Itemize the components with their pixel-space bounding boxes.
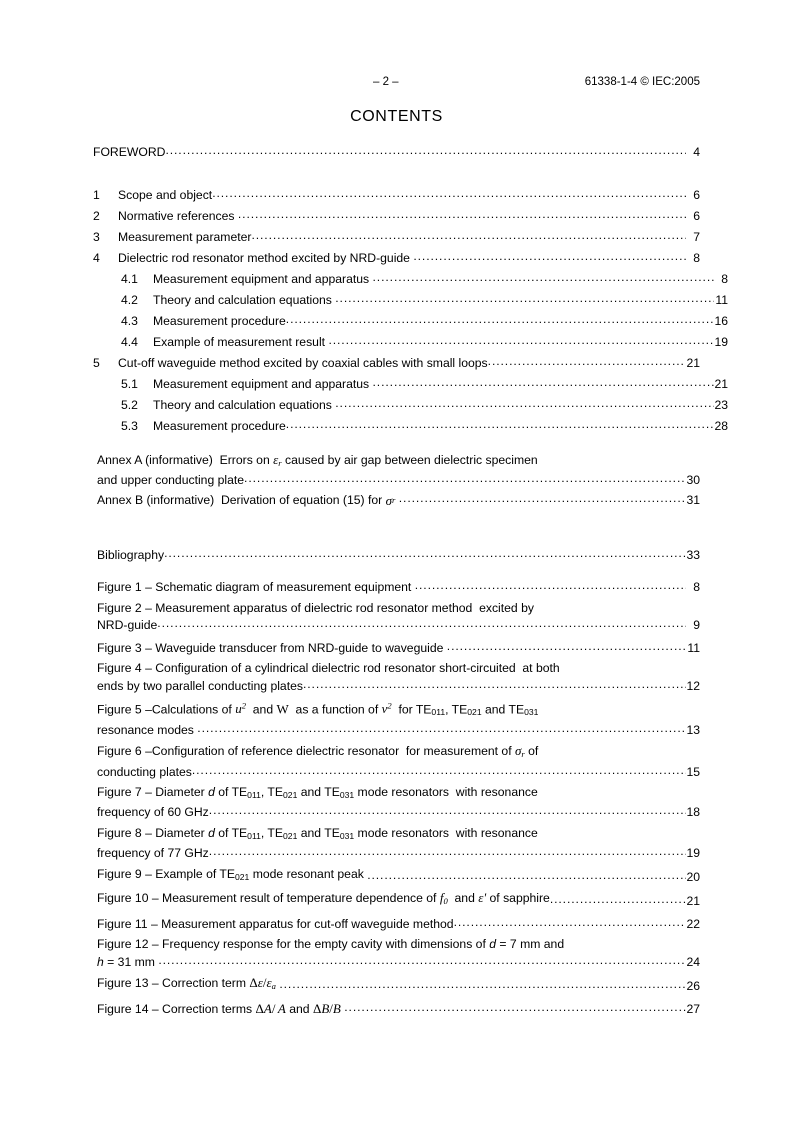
toc-entry-number: 1 bbox=[93, 188, 100, 202]
dot-leader bbox=[197, 721, 686, 737]
toc-entry-annex-b[interactable] bbox=[97, 491, 700, 509]
te031-subscript: 031 bbox=[524, 707, 539, 718]
annex-b-text: Annex B (informative) Derivation of equation (15) for bbox=[97, 492, 386, 507]
figure-caption: Figure 10 – Measurement result of temperature dependence of f0 and ε' of sapphire bbox=[97, 890, 550, 907]
toc-entry-line bbox=[97, 452, 700, 471]
toc-entry-label: Theory and calculation equations bbox=[153, 293, 336, 307]
toc-entry-number: 4.1 bbox=[121, 272, 138, 286]
dot-leader bbox=[488, 354, 686, 369]
toc-entry-number: 4.2 bbox=[121, 293, 138, 307]
toc-entry-clause-5-1[interactable] bbox=[93, 375, 728, 392]
toc-entry-page: 31 bbox=[686, 492, 700, 507]
page-title: CONTENTS bbox=[350, 108, 443, 125]
toc-entry-page: 21 bbox=[686, 356, 700, 370]
toc-entry-line bbox=[97, 844, 700, 862]
toc-entry-page: 6 bbox=[693, 209, 700, 223]
toc-entry-page: 22 bbox=[686, 916, 700, 931]
dot-leader bbox=[212, 186, 686, 201]
dot-leader bbox=[367, 868, 686, 884]
toc-entry-page: 28 bbox=[714, 419, 728, 433]
te021-subscript: 021 bbox=[283, 789, 298, 800]
toc-entry-figure-5[interactable] bbox=[97, 699, 700, 738]
toc-entry-clause-4-3[interactable] bbox=[93, 312, 728, 329]
toc-entry-label: Dielectric rod resonator method excited by NRD-guide bbox=[118, 251, 414, 265]
toc-entry-page: 21 bbox=[714, 377, 728, 391]
figure-caption-cont: frequency of 60 GHz bbox=[97, 805, 209, 820]
toc-entry-line bbox=[97, 890, 700, 909]
toc-entry-page: 27 bbox=[686, 1001, 700, 1016]
toc-entry-clause-1[interactable] bbox=[93, 186, 700, 203]
toc-entry-line bbox=[97, 953, 700, 971]
figure-caption: Figure 12 – Frequency response for the empty cavity with dimensions of d = 7 mm and bbox=[97, 937, 565, 952]
dot-leader bbox=[373, 270, 714, 285]
toc-entry-line bbox=[97, 721, 700, 739]
toc-entry-clause-5[interactable] bbox=[93, 354, 700, 371]
running-header bbox=[93, 76, 700, 92]
toc-entry-page: 11 bbox=[687, 640, 700, 655]
toc-entry-page: 12 bbox=[686, 678, 700, 693]
figure-caption: Figure 9 – Example of $TE_{021}$ mode resonant peak bbox=[97, 866, 368, 882]
toc-entry-number: 5.3 bbox=[121, 419, 138, 433]
toc-entry-label: Example of measurement result bbox=[153, 335, 329, 349]
figure-caption: Figure 6 –Configuration of reference dielectric resonator for measurement of σr of bbox=[97, 743, 539, 760]
dot-leader bbox=[286, 417, 714, 432]
toc-entry-clause-5-3[interactable] bbox=[93, 417, 728, 434]
toc-entry-page: 20 bbox=[686, 869, 700, 884]
toc-entry-figure-10[interactable] bbox=[97, 890, 700, 909]
toc-entry-page: 4 bbox=[693, 145, 700, 159]
d-symbol: d bbox=[489, 937, 497, 952]
header-doc-reference: 61338-1-4 © IEC:2005 bbox=[584, 76, 700, 88]
dot-leader bbox=[238, 207, 686, 222]
figure-caption: Figure 1 – Schematic diagram of measurement equipment bbox=[97, 580, 415, 594]
toc-entry-number: 2 bbox=[93, 209, 100, 223]
annex-a-text-post: caused by air gap between dielectric specimen bbox=[281, 453, 538, 467]
toc-entry-line bbox=[97, 763, 700, 781]
toc-entry-page: 30 bbox=[686, 473, 700, 488]
dot-leader bbox=[157, 616, 686, 632]
toc-entry-page: 23 bbox=[714, 398, 728, 412]
toc-entry-label: Normative references bbox=[118, 209, 238, 223]
figure-caption-cont: ends by two parallel conducting plates bbox=[97, 678, 303, 693]
toc-entry-line bbox=[97, 975, 700, 994]
toc-entry-clause-4-4[interactable] bbox=[93, 333, 728, 350]
dot-leader bbox=[335, 396, 714, 411]
toc-entry-label: Measurement parameter bbox=[118, 230, 252, 244]
toc-entry-figure-14[interactable] bbox=[97, 1000, 700, 1018]
toc-entry-foreword[interactable] bbox=[93, 143, 700, 160]
toc-entry-line bbox=[97, 677, 700, 695]
toc-bibliography-block bbox=[97, 546, 700, 563]
toc-entry-clause-2[interactable] bbox=[93, 207, 700, 224]
dot-leader bbox=[164, 546, 686, 561]
toc-entry-label: Measurement procedure bbox=[153, 314, 286, 328]
toc-entry-label: FOREWORD bbox=[93, 145, 166, 159]
toc-entry-line bbox=[97, 578, 700, 596]
toc-entry-number: 5.1 bbox=[121, 377, 138, 391]
dot-leader bbox=[447, 639, 686, 655]
figure-caption: Figure 11 – Measurement apparatus for cut-off waveguide method bbox=[97, 916, 454, 931]
figure-caption: Figure 2 – Measurement apparatus of dielectric rod resonator method excited by bbox=[97, 600, 534, 615]
dot-leader bbox=[244, 471, 686, 487]
toc-entry-line bbox=[97, 491, 700, 509]
v-squared-symbol: $v^2$ bbox=[381, 701, 392, 717]
figure-caption: Figure 13 – Correction term Δε/εa bbox=[97, 975, 276, 992]
toc-entry-page: 26 bbox=[686, 979, 700, 994]
te011-subscript: 011 bbox=[431, 707, 446, 718]
toc-entry-label: Bibliography bbox=[97, 548, 165, 562]
te021-subscript: 021 bbox=[283, 830, 298, 841]
toc-entry-label: Scope and object bbox=[118, 188, 213, 202]
toc-entry-figure-2[interactable] bbox=[97, 601, 700, 634]
toc-annex-block bbox=[97, 452, 700, 510]
dot-leader bbox=[251, 228, 686, 243]
toc-entry-number: 4.4 bbox=[121, 335, 138, 349]
toc-entry-figure-1[interactable] bbox=[97, 578, 700, 596]
u-squared-symbol: $u^2$ bbox=[235, 701, 246, 717]
figure-caption: Figure 5 –Calculations of $u^2$ and W as a function of $v^2$ for $TE_{011}$, $TE_{021}$ and $TE_{031}$ bbox=[97, 701, 539, 718]
toc-entry-figure-13[interactable] bbox=[97, 975, 700, 994]
toc-entry-page: 33 bbox=[686, 548, 700, 562]
toc-entry-clause-4[interactable] bbox=[93, 249, 700, 266]
te011-subscript: 011 bbox=[247, 830, 261, 841]
dot-leader bbox=[165, 143, 686, 158]
toc-entry-label: Cut-off waveguide method excited by coaxial cables with small loops bbox=[118, 356, 488, 370]
toc-entry-bibliography[interactable] bbox=[97, 546, 700, 563]
figure-caption-cont: resonance modes bbox=[97, 722, 198, 737]
dot-leader bbox=[209, 844, 686, 860]
toc-entry-page: 8 bbox=[693, 251, 700, 265]
toc-clauses-block bbox=[93, 186, 728, 434]
figure-caption: Figure 8 – Diameter d of $TE_{011}$, $TE_{021}$ and $TE_{031}$ mode resonators with resonance bbox=[97, 825, 538, 841]
epsilon-subscript: r bbox=[278, 457, 282, 468]
toc-entry-clause-5-2[interactable] bbox=[93, 396, 728, 413]
toc-entry-line bbox=[97, 616, 700, 634]
toc-entry-page: 19 bbox=[686, 846, 700, 861]
dot-leader bbox=[279, 977, 686, 993]
toc-entry-figure-4[interactable] bbox=[97, 661, 700, 694]
dot-leader bbox=[328, 333, 714, 348]
dot-leader bbox=[158, 953, 686, 969]
figure-caption: Figure 7 – Diameter d of $TE_{011}$, $TE_{021}$ and $TE_{031}$ mode resonators with resonance bbox=[97, 785, 538, 800]
epsilon-symbol: ε bbox=[273, 452, 279, 467]
toc-entry-label: Theory and calculation equations bbox=[153, 398, 336, 412]
delta-b-ratio-symbol: ΔB/B bbox=[312, 1000, 341, 1016]
annex-a-text-pre: Annex A (informative) Errors on bbox=[97, 453, 274, 467]
figure-caption-cont: conducting plates bbox=[97, 764, 192, 779]
toc-entry-page: 13 bbox=[686, 722, 700, 737]
toc-entry-figure-8[interactable] bbox=[97, 826, 700, 862]
te011-subscript: 011 bbox=[247, 789, 261, 800]
figure-caption-cont: frequency of 77 GHz bbox=[97, 846, 209, 861]
toc-entry-page: 8 bbox=[693, 580, 700, 594]
figure-caption-cont: h = 31 mm bbox=[97, 954, 159, 969]
toc-entry-line bbox=[97, 867, 700, 885]
toc-entry-page: 15 bbox=[686, 764, 700, 779]
dot-leader bbox=[415, 578, 686, 594]
toc-entry-figure-3[interactable] bbox=[97, 639, 700, 657]
f0-symbol: f0 bbox=[439, 890, 448, 907]
te021-subscript: 021 bbox=[234, 871, 250, 882]
toc-entry-figure-12[interactable] bbox=[97, 937, 700, 970]
toc-entry-page: 19 bbox=[714, 335, 728, 349]
toc-entry-label: Measurement equipment and apparatus bbox=[153, 272, 373, 286]
sigma-r-symbol: σr bbox=[514, 743, 525, 760]
te021-subscript: 021 bbox=[467, 707, 482, 718]
dot-leader bbox=[286, 312, 714, 327]
toc-entry-line bbox=[97, 915, 700, 933]
toc-entry-page: 11 bbox=[715, 293, 728, 307]
toc-entry-line bbox=[97, 639, 700, 657]
toc-entry-figure-11[interactable] bbox=[97, 915, 700, 933]
toc-entry-clause-4-1[interactable] bbox=[93, 270, 728, 287]
sigma-symbol: σ bbox=[385, 492, 392, 508]
toc-entry-clause-4-2[interactable] bbox=[93, 291, 728, 308]
dot-leader bbox=[335, 291, 714, 306]
toc-entry-number: 5 bbox=[93, 356, 100, 370]
toc-entry-number: 5.2 bbox=[121, 398, 138, 412]
dot-leader bbox=[413, 249, 686, 264]
dot-leader bbox=[399, 491, 686, 507]
te031-subscript: 031 bbox=[339, 789, 355, 800]
toc-entry-figure-7[interactable] bbox=[97, 785, 700, 821]
toc-figures-block bbox=[97, 578, 700, 1022]
figure-caption: Figure 3 – Waveguide transducer from NRD-guide to waveguide bbox=[97, 640, 447, 655]
w-symbol: W bbox=[276, 701, 289, 717]
dot-leader bbox=[454, 915, 686, 931]
dot-leader bbox=[550, 892, 686, 908]
toc-entry-page: 24 bbox=[686, 954, 700, 969]
figure-caption: Figure 4 – Configuration of a cylindrical dielectric rod resonator short-circuited at both bbox=[97, 661, 560, 675]
dot-leader bbox=[373, 375, 714, 390]
delta-a-ratio-symbol: ΔA/ A bbox=[255, 1000, 286, 1016]
h-symbol: h bbox=[97, 954, 104, 969]
delta-epsilon-ratio-symbol: Δε/εa bbox=[249, 975, 276, 992]
toc-entry-page: 16 bbox=[714, 314, 728, 328]
header-page-marker: – 2 – bbox=[373, 76, 399, 88]
toc-foreword-block bbox=[93, 143, 700, 160]
toc-entry-figure-9[interactable] bbox=[97, 867, 700, 885]
annex-a-line2: and upper conducting plate bbox=[97, 473, 245, 488]
figure-caption-cont: NRD-guide bbox=[97, 618, 158, 632]
toc-entry-page: 18 bbox=[686, 805, 700, 820]
d-symbol: d bbox=[208, 785, 215, 800]
toc-entry-line bbox=[97, 803, 700, 821]
toc-entry-number: 3 bbox=[93, 230, 100, 244]
epsilon-prime-symbol: ε' bbox=[478, 890, 487, 906]
d-symbol: d bbox=[208, 825, 215, 840]
toc-entry-page: 8 bbox=[721, 272, 728, 286]
dot-leader bbox=[344, 1000, 686, 1016]
toc-entry-figure-6[interactable] bbox=[97, 743, 700, 780]
dot-leader bbox=[192, 763, 686, 779]
toc-entry-number: 4 bbox=[93, 251, 100, 265]
sigma-subscript: r bbox=[392, 494, 396, 505]
toc-entry-line bbox=[97, 1000, 700, 1018]
dot-leader bbox=[303, 677, 686, 693]
toc-entry-page: 6 bbox=[693, 188, 700, 202]
toc-entry-annex-a[interactable] bbox=[97, 452, 700, 489]
dot-leader bbox=[209, 803, 686, 819]
te031-subscript: 031 bbox=[339, 830, 355, 841]
toc-entry-page: 9 bbox=[693, 618, 700, 632]
toc-entry-line bbox=[97, 471, 700, 489]
toc-entry-number: 4.3 bbox=[121, 314, 138, 328]
toc-entry-label: Measurement procedure bbox=[153, 419, 286, 433]
toc-entry-clause-3[interactable] bbox=[93, 228, 700, 245]
figure-caption: Figure 14 – Correction terms ΔA/ A and ΔB/B bbox=[97, 1000, 341, 1016]
toc-entry-label: Measurement equipment and apparatus bbox=[153, 377, 373, 391]
toc-entry-page: 7 bbox=[693, 230, 700, 244]
toc-entry-page: 21 bbox=[686, 894, 700, 909]
